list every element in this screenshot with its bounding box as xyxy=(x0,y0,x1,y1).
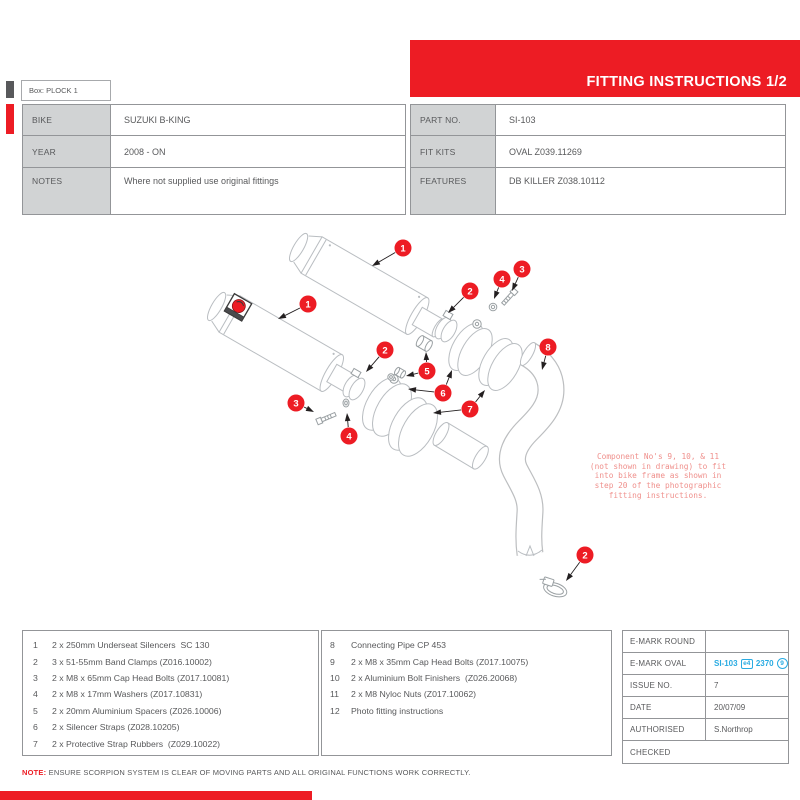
emark-oval-label: E-MARK OVAL xyxy=(622,652,706,675)
connecting-pipe xyxy=(512,340,551,556)
svg-text:4: 4 xyxy=(346,431,352,443)
checked-label: CHECKED xyxy=(622,740,789,764)
list-item: 3 2 x M8 x 65mm Cap Head Bolts (Z017.10081) xyxy=(33,672,230,683)
callout-2 xyxy=(566,547,594,582)
authorised-value: S.Northrop xyxy=(705,718,789,741)
svg-text:2: 2 xyxy=(467,286,473,298)
circle-9-badge: 9 xyxy=(777,658,788,669)
annotation-line: (not shown in drawing) to fit xyxy=(589,461,727,471)
annotation-line: Component No's 9, 10, & 11 xyxy=(596,452,720,461)
emark-oval-value xyxy=(705,652,789,675)
bolt-upper xyxy=(501,288,518,306)
partno-value: SI-103 xyxy=(495,104,786,136)
footer-note xyxy=(22,768,471,777)
pipe-stub xyxy=(430,420,491,471)
box-label-text: Box: PLOCK 1 xyxy=(29,86,78,95)
svg-text:3: 3 xyxy=(519,264,525,276)
list-item: 8 Connecting Pipe CP 453 xyxy=(330,640,446,651)
gray-marker xyxy=(6,81,14,98)
note-prefix: NOTE: xyxy=(22,768,47,777)
svg-text:2: 2 xyxy=(582,550,588,562)
box-label xyxy=(21,80,111,101)
callout-2 xyxy=(366,342,394,373)
callout-1 xyxy=(278,296,317,320)
features-value: DB KILLER Z038.10112 xyxy=(495,167,786,215)
svg-text:2: 2 xyxy=(382,345,388,357)
bike-label: BIKE xyxy=(22,104,111,136)
list-item: 12 Photo fitting instructions xyxy=(330,705,444,716)
hose-clamp-bottom xyxy=(536,576,569,600)
red-marker xyxy=(6,104,14,134)
issue-label: ISSUE NO. xyxy=(622,674,706,697)
date-value: 20/07/09 xyxy=(705,696,789,719)
washer-upper xyxy=(489,303,497,311)
emark-round-label: E-MARK ROUND xyxy=(622,630,706,653)
annotation-line: into bike frame as shown in xyxy=(594,471,722,481)
callout-2 xyxy=(448,283,479,314)
parts-list-column-1 xyxy=(22,630,319,756)
emark-code: SI-103 xyxy=(714,659,738,668)
list-item: 5 2 x 20mm Aluminium Spacers (Z026.10006) xyxy=(33,705,222,716)
washer-lower xyxy=(343,399,349,407)
emark-number: 2370 xyxy=(755,659,774,668)
spacer-1 xyxy=(415,335,434,353)
callout-1 xyxy=(372,240,412,267)
silencer-upper xyxy=(284,227,452,348)
list-item: 6 2 x Silencer Straps (Z028.10205) xyxy=(33,722,180,733)
notes-value: Where not supplied use original fittings xyxy=(110,167,406,215)
callout-4 xyxy=(341,413,358,445)
svg-text:6: 6 xyxy=(440,388,446,400)
svg-text:1: 1 xyxy=(400,243,406,255)
silencer-lower xyxy=(202,286,366,405)
partno-label: PART NO. xyxy=(410,104,496,136)
page-title: FITTING INSTRUCTIONS 1/2 xyxy=(586,74,787,90)
emark-round-value xyxy=(705,630,789,653)
list-item: 9 2 x M8 x 35mm Cap Head Bolts (Z017.10075) xyxy=(330,656,529,667)
svg-text:8: 8 xyxy=(545,342,551,354)
title-banner xyxy=(410,40,800,97)
callout-4 xyxy=(494,271,511,300)
list-item: 1 2 x 250mm Underseat Silencers SC 130 xyxy=(33,640,210,651)
svg-text:7: 7 xyxy=(467,404,473,416)
svg-text:4: 4 xyxy=(499,274,505,286)
annotation-line: step 20 of the photographic xyxy=(594,481,722,491)
svg-text:5: 5 xyxy=(424,366,430,378)
svg-text:1: 1 xyxy=(305,299,311,311)
callout-3 xyxy=(512,261,531,292)
list-item: 11 2 x M8 Nyloc Nuts (Z017.10062) xyxy=(330,689,477,700)
year-label: YEAR xyxy=(22,135,111,168)
annotation-line: fitting instructions. xyxy=(608,490,708,500)
list-item: 7 2 x Protective Strap Rubbers (Z029.10022) xyxy=(33,738,221,749)
svg-text:3: 3 xyxy=(293,398,299,410)
callout-3 xyxy=(288,395,315,413)
list-item: 4 2 x M8 x 17mm Washers (Z017.10831) xyxy=(33,689,203,700)
date-label: DATE xyxy=(622,696,706,719)
list-item: 2 3 x 51-55mm Band Clamps (Z016.10002) xyxy=(33,656,212,667)
bolt-lower xyxy=(316,411,337,424)
bottom-red-strip xyxy=(0,791,312,800)
year-value: 2008 - ON xyxy=(110,135,406,168)
authorised-label: AUTHORISED xyxy=(622,718,706,741)
parts-list-column-2 xyxy=(321,630,612,756)
issue-value: 7 xyxy=(705,674,789,697)
notes-label: NOTES xyxy=(22,167,111,215)
list-item: 10 2 x Aluminium Bolt Finishers (Z026.20068) xyxy=(330,672,518,683)
note-text: ENSURE SCORPION SYSTEM IS CLEAR OF MOVING PARTS AND ALL ORIGINAL FUNCTIONS WORK CORRECTLY. xyxy=(46,768,471,777)
features-label: FEATURES xyxy=(410,167,496,215)
e4-badge: e4 xyxy=(741,659,753,669)
bike-value: SUZUKI B-KING xyxy=(110,104,406,136)
callout-5 xyxy=(406,352,436,380)
diagram-annotation xyxy=(560,452,756,501)
fitkits-value: OVAL Z039.11269 xyxy=(495,135,786,168)
exploded-parts-diagram xyxy=(0,215,800,635)
fitkits-label: FIT KITS xyxy=(410,135,496,168)
